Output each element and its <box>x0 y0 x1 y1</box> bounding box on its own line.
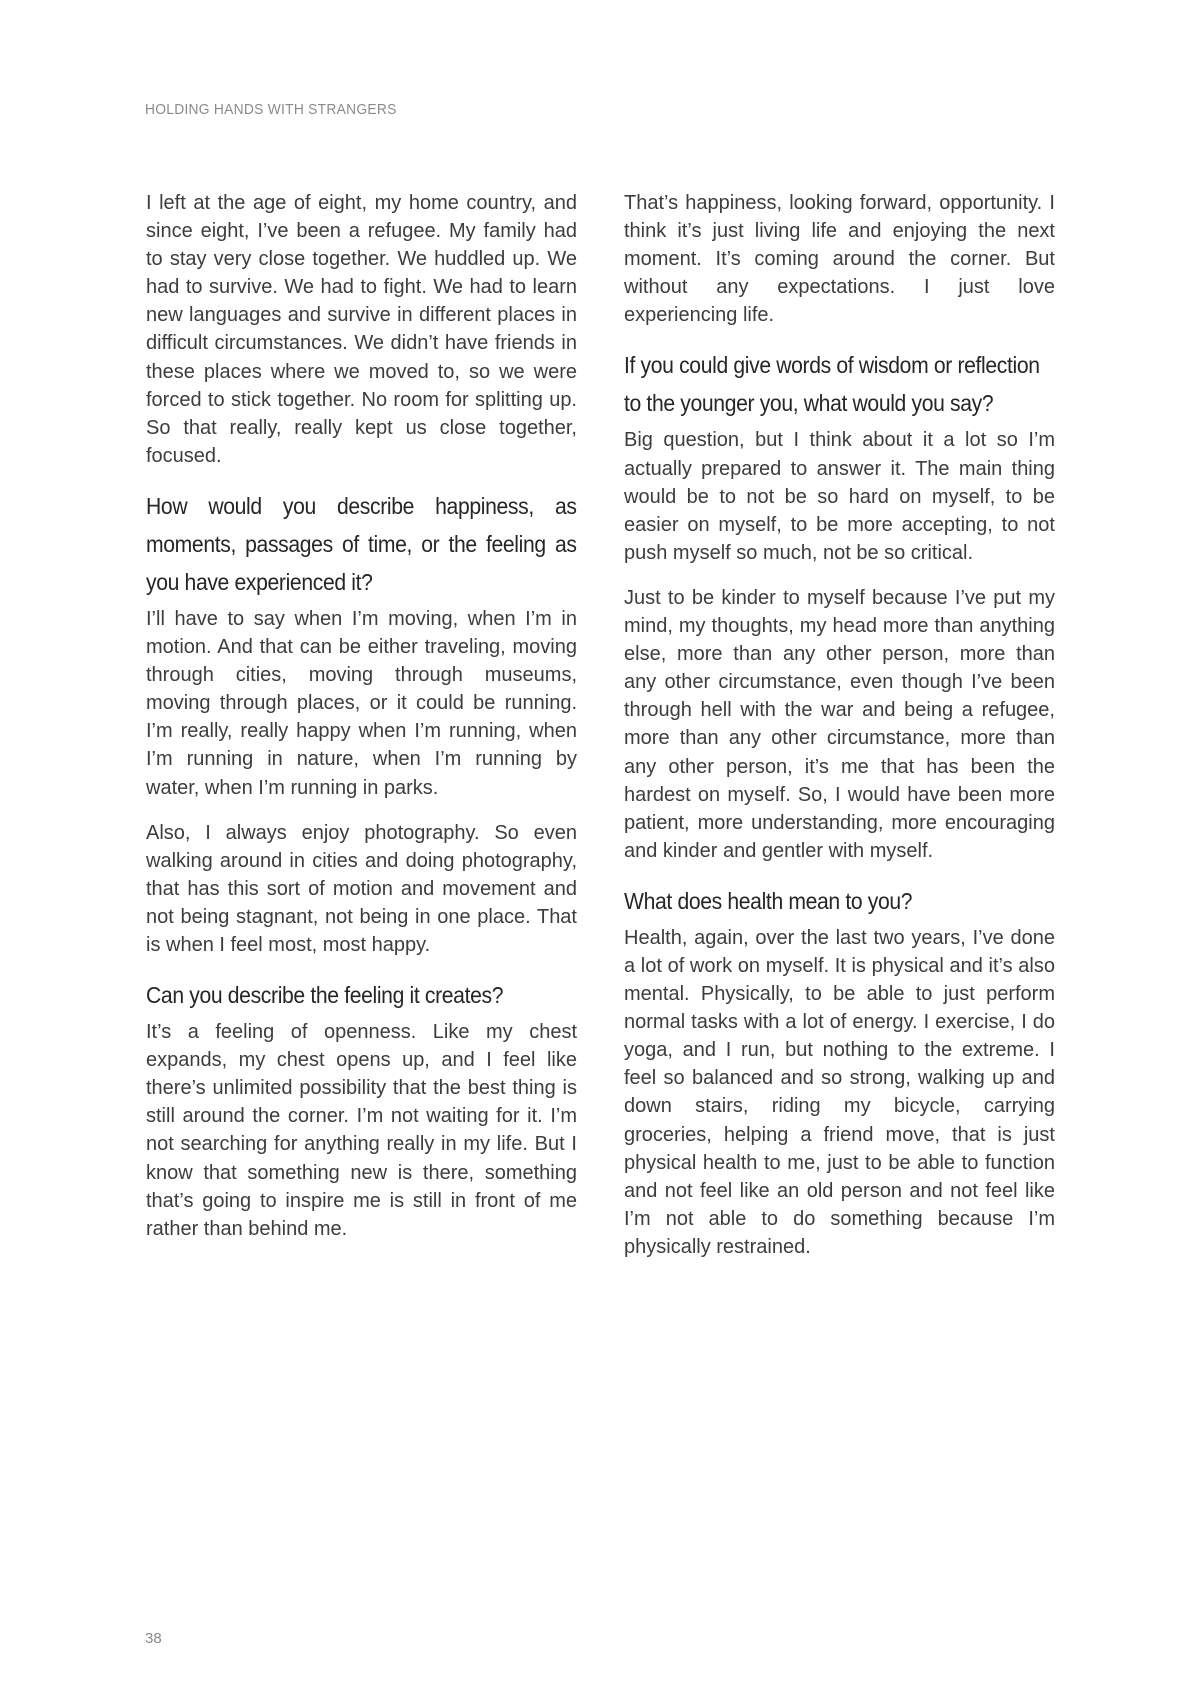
body-paragraph: That’s happiness, looking forward, opportunity. I think it’s just living life and enjoying the next moment. It’s coming around the corner. But without any expectations. I just love experiencing life. <box>624 192 1055 327</box>
body-paragraph: I left at the age of eight, my home country, and since eight, I’ve been a refugee. My family had to stay very close together. We huddled up. We had to survive. We had to fight. We had to learn new languages and survive in different places in difficult circumstances. We didn’t have friends in these places where we moved to, so we were forced to stick together. No room for splitting up. So that really, really kept us close together, focused. <box>146 192 577 467</box>
body-paragraph: Big question, but I think about it a lot so I’m actually prepared to answer it. The main thing would be to not be so hard on myself, to be easier on myself, to be more accepting, to not push myself so much, not be so critical. <box>624 429 1055 564</box>
body-paragraph: It’s a feeling of openness. Like my chest expands, my chest opens up, and I feel like there’s unlimited possibility that the best thing is still around the corner. I’m not waiting for it. I’m not searching for anything really in my life. But I know that something new is there, something that’s going to inspire me is still in front of me rather than behind me. <box>146 1021 577 1240</box>
left-column <box>146 189 577 1260</box>
body-paragraph: Health, again, over the last two years, I’ve done a lot of work on myself. It is physical and it’s also mental. Physically, to be able to just perform normal tasks with a lot of energy. I exercise, I do yoga, and I run, but nothing to the extreme. I feel so balanced and so strong, walking up and down stairs, riding my bicycle, carrying groceries, helping a friend move, that is just physical health to me, just to be able to function and not feel like an old person and not feel like I’m not able to do something because I’m physically restrained. <box>624 926 1055 1258</box>
body-paragraph: Also, I always enjoy photography. So even walking around in cities and doing photography, that has this sort of motion and movement and not being stagnant, not being in one place. That is when I feel most, most happy. <box>146 821 577 956</box>
interview-question-heading: Can you describe the feeling it creates? <box>146 982 504 1009</box>
interview-question-heading: What does health mean to you? <box>624 887 913 914</box>
interview-question-heading: How would you describe happiness, as moments, passages of time, or the feeling as you have experienced it? <box>146 492 577 595</box>
right-column <box>624 189 1055 1278</box>
interview-question-heading: If you could give words of wisdom or reflection to the younger you, what would you say? <box>624 352 1040 417</box>
running-header-title: HOLDING HANDS WITH STRANGERS <box>145 101 397 118</box>
page-number: 38 <box>145 1630 162 1647</box>
body-paragraph: Just to be kinder to myself because I’ve put my mind, my thoughts, my head more than anything else, more than any other person, more than any other circumstance, even though I’ve been through hell with the war and being a refugee, more than any other circumstance, more than any other person, it’s me that has been the hardest on myself. So, I would have been more patient, more understanding, more encouraging and kinder and gentler with myself. <box>624 586 1055 862</box>
body-paragraph: I’ll have to say when I’m moving, when I’m in motion. And that can be either traveling, moving through cities, moving through museums, moving through places, or it could be running. I’m really, really happy when I’m running, when I’m running in nature, when I’m running by water, when I’m running in parks. <box>146 607 577 799</box>
